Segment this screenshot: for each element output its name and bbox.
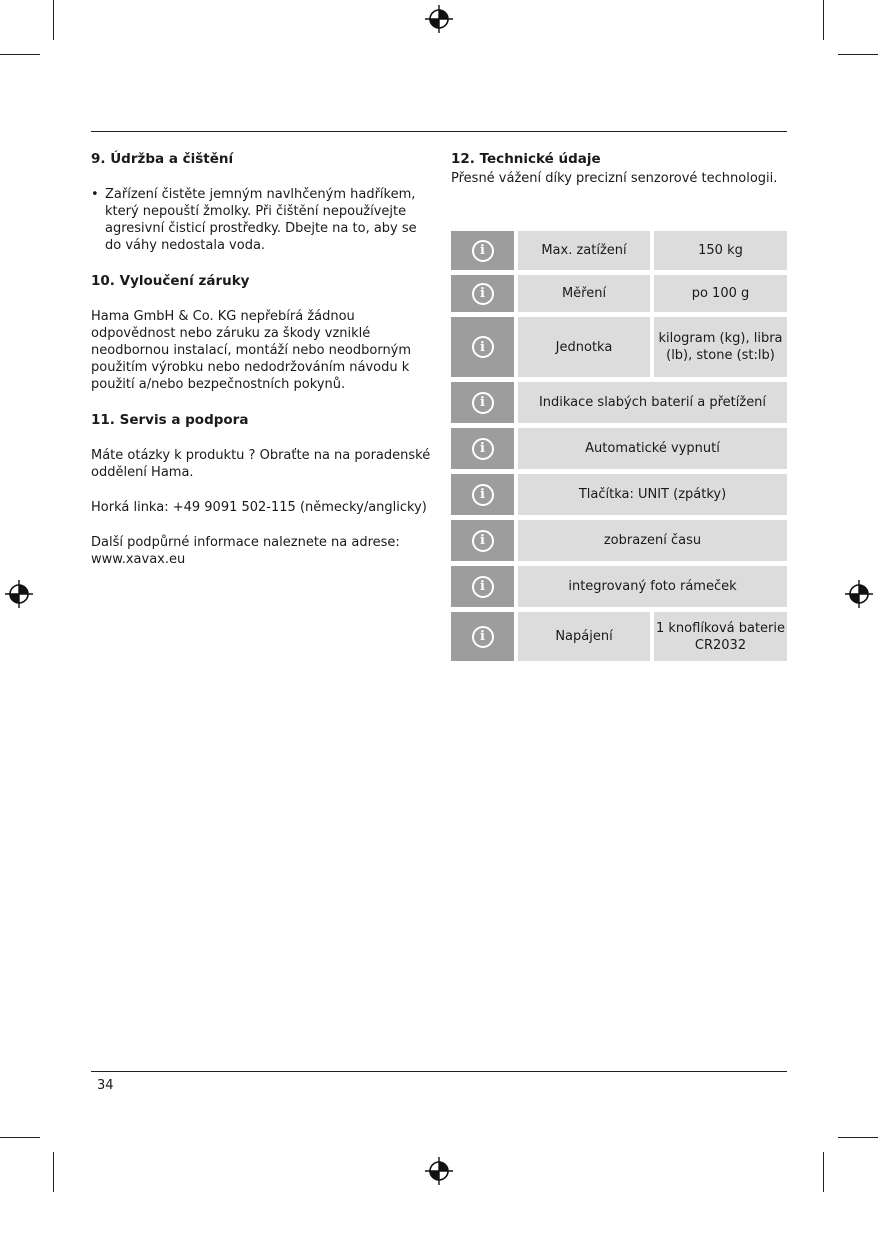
spec-icon-cell xyxy=(451,474,514,515)
crop-mark xyxy=(838,1137,878,1138)
crop-mark xyxy=(823,0,824,40)
info-icon: i xyxy=(472,392,494,414)
section-11-text-1: Máte otázky k produktu ? Obraťte na na poradenské oddělení Hama. xyxy=(91,448,431,480)
spec-icon-cell xyxy=(451,566,514,607)
spec-row xyxy=(451,275,787,312)
spec-row xyxy=(451,428,787,469)
spec-icon-cell xyxy=(451,520,514,561)
spec-label: Napájení xyxy=(518,612,650,661)
registration-mark-icon xyxy=(425,1157,453,1185)
spec-label: Max. zatížení xyxy=(518,231,650,270)
section-11-title: 11. Servis a podpora xyxy=(91,412,249,428)
section-9-title: 9. Údržba a čištění xyxy=(91,151,234,167)
section-12-title: 12. Technické údaje xyxy=(451,151,601,167)
spec-feature: zobrazení času xyxy=(518,520,787,561)
registration-mark-icon xyxy=(845,580,873,608)
spec-feature: Automatické vypnutí xyxy=(518,428,787,469)
spec-table xyxy=(451,231,787,666)
info-icon: i xyxy=(472,438,494,460)
section-11-web-info: Další podpůrné informace naleznete na adrese: www.xavax.eu xyxy=(91,535,400,567)
right-column xyxy=(451,150,787,187)
spec-row xyxy=(451,317,787,377)
spec-icon-cell xyxy=(451,382,514,423)
left-column xyxy=(91,150,436,586)
spec-icon-cell xyxy=(451,428,514,469)
spec-label: Jednotka xyxy=(518,317,650,377)
spec-row xyxy=(451,612,787,661)
info-icon: i xyxy=(472,283,494,305)
spec-icon-cell xyxy=(451,317,514,377)
crop-mark xyxy=(53,1152,54,1192)
spec-feature: Indikace slabých baterií a přetížení xyxy=(518,382,787,423)
spec-value: kilogram (kg), libra (lb), stone (st:lb) xyxy=(654,317,787,377)
bullet-dot-icon: • xyxy=(91,187,99,202)
spec-row xyxy=(451,520,787,561)
section-12-intro: Přesné vážení díky precizní senzorové technologii. xyxy=(451,171,778,186)
crop-mark xyxy=(0,54,40,55)
section-11-hotline: Horká linka: +49 9091 502-115 (německy/anglicky) xyxy=(91,500,427,515)
crop-mark xyxy=(838,54,878,55)
spec-icon-cell xyxy=(451,612,514,661)
spec-row xyxy=(451,231,787,270)
section-9-bullet xyxy=(91,186,436,254)
info-icon: i xyxy=(472,240,494,262)
spec-value: 1 knoflíková baterie CR2032 xyxy=(654,612,787,661)
spec-icon-cell xyxy=(451,275,514,312)
spec-label: Měření xyxy=(518,275,650,312)
spec-row xyxy=(451,566,787,607)
spec-feature: integrovaný foto rámeček xyxy=(518,566,787,607)
header-rule xyxy=(91,131,787,132)
section-10-text: Hama GmbH & Co. KG nepřebírá žádnou odpovědnost nebo záruku za škody vzniklé neodbornou instalací, montáží nebo neodborným použitím výrobku nebo nedodržováním návodu k použití a/nebo bezpečnostních pokynů. xyxy=(91,309,412,392)
registration-mark-icon xyxy=(5,580,33,608)
spec-row xyxy=(451,474,787,515)
crop-mark xyxy=(0,1137,40,1138)
info-icon: i xyxy=(472,576,494,598)
spec-row xyxy=(451,382,787,423)
crop-mark xyxy=(53,0,54,40)
info-icon: i xyxy=(472,626,494,648)
info-icon: i xyxy=(472,336,494,358)
section-10-title: 10. Vyloučení záruky xyxy=(91,273,250,289)
info-icon: i xyxy=(472,484,494,506)
footer-rule xyxy=(91,1071,787,1072)
spec-value: 150 kg xyxy=(654,231,787,270)
section-9-text: Zařízení čistěte jemným navlhčeným hadříkem, který nepouští žmolky. Při čištění nepoužívejte agresivní čisticí prostředky. Dbejte na to, aby se do váhy nedostala voda. xyxy=(105,187,417,253)
spec-value: po 100 g xyxy=(654,275,787,312)
spec-icon-cell xyxy=(451,231,514,270)
crop-mark xyxy=(823,1152,824,1192)
spec-feature: Tlačítka: UNIT (zpátky) xyxy=(518,474,787,515)
registration-mark-icon xyxy=(425,5,453,33)
page-number: 34 xyxy=(97,1078,114,1093)
info-icon: i xyxy=(472,530,494,552)
